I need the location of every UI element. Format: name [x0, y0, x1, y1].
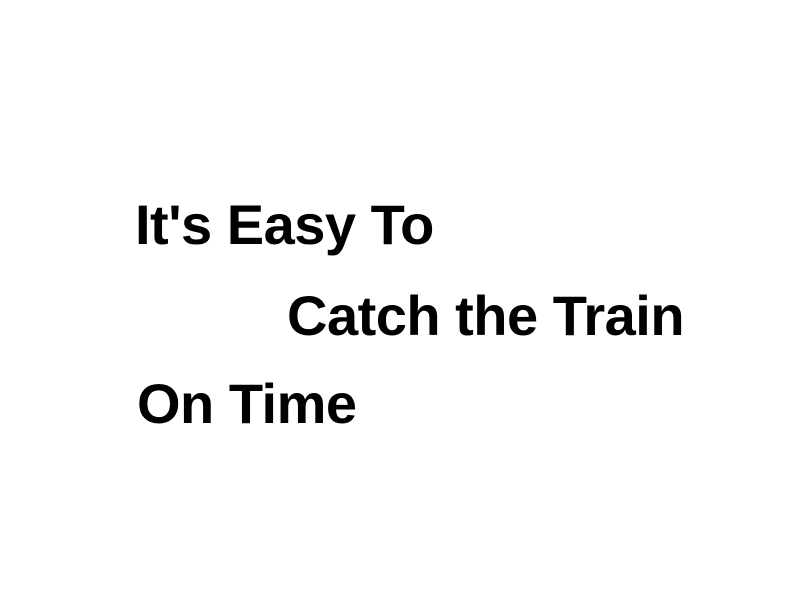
- text-line-2: Catch the Train: [287, 284, 685, 347]
- text-line-3: On Time: [137, 372, 357, 435]
- text-line-1: It's Easy To: [135, 193, 434, 256]
